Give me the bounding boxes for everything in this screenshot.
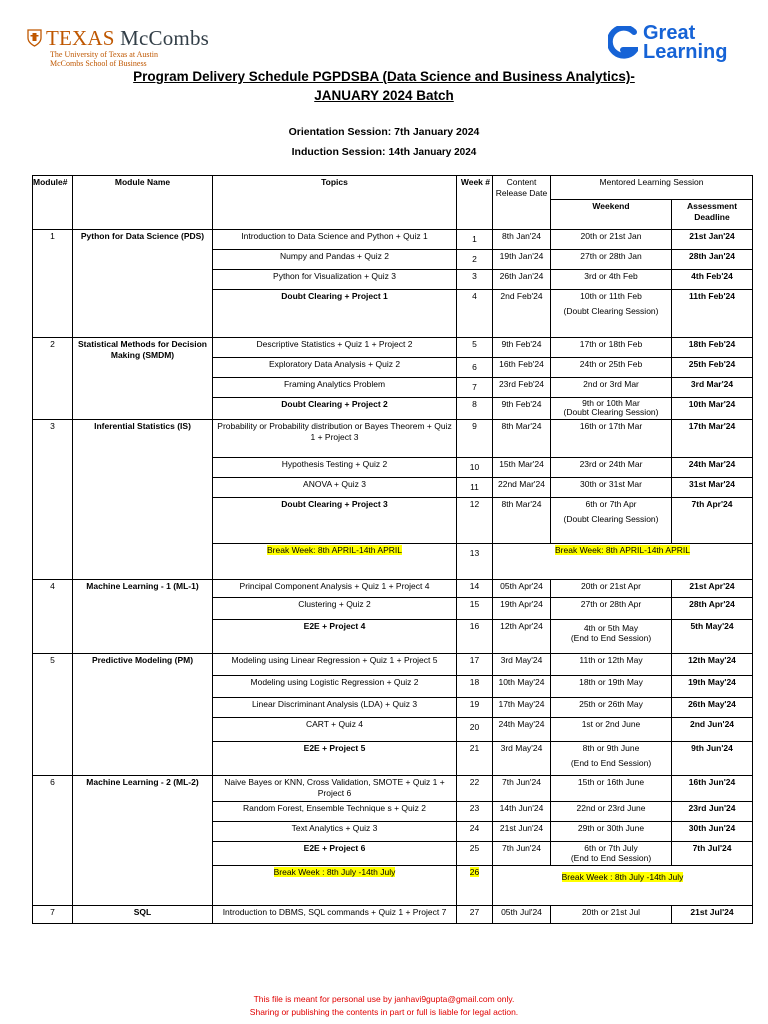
break-week: 26 <box>469 867 480 877</box>
topic: Numpy and Pandas + Quiz 2 <box>213 250 457 270</box>
release-date: 3rd May'24 <box>493 742 551 776</box>
weekend: 23rd or 24th Mar <box>551 458 672 478</box>
weekend: 20th or 21st Apr <box>551 580 672 598</box>
deadline: 24th Mar'24 <box>672 458 753 478</box>
release-date: 8th Jan'24 <box>493 230 551 250</box>
deadline: 10th Mar'24 <box>672 398 753 420</box>
deadline: 21st Jul'24 <box>672 906 753 924</box>
weekend-date: 8th or 9th June <box>582 743 640 753</box>
topic: Introduction to DBMS, SQL commands + Quiz 1 + Project 7 <box>213 906 457 924</box>
table-row <box>33 906 753 924</box>
week: 6 <box>457 358 493 378</box>
release-date: 05th Apr'24 <box>493 580 551 598</box>
module-name: Inferential Statistics (IS) <box>73 420 213 580</box>
topic: CART + Quiz 4 <box>213 718 457 742</box>
col-header-mentored: Mentored Learning Session <box>551 176 753 200</box>
induction-prefix: Induction Session: 14th <box>291 146 413 158</box>
topic: Python for Visualization + Quiz 3 <box>213 270 457 290</box>
release-date: 17th May'24 <box>493 698 551 718</box>
deadline: 25th Feb'24 <box>672 358 753 378</box>
great-learning-g-icon <box>608 26 638 64</box>
week: 12 <box>457 498 493 544</box>
page-title-line1: Program Delivery Schedule PGPDSBA (Data Science and Business Analytics)- <box>133 69 635 84</box>
topic: E2E + Project 5 <box>213 742 457 776</box>
header-row <box>33 176 753 200</box>
module-name: Machine Learning - 1 (ML-1) <box>73 580 213 654</box>
topic: Principal Component Analysis + Quiz 1 + Project 4 <box>213 580 457 598</box>
week: 25 <box>457 842 493 866</box>
ut-sub-line2: McCombs School of Business <box>50 59 147 68</box>
release-date: 12th Apr'24 <box>493 620 551 654</box>
weekend-date: 4th or 5th May <box>583 623 639 633</box>
release-date: 05th Jul'24 <box>493 906 551 924</box>
orientation-session: Orientation Session: 7th January 2024 <box>288 126 480 138</box>
topic: Clustering + Quiz 2 <box>213 598 457 620</box>
week: 4 <box>457 290 493 338</box>
deadline: 21st Jan'24 <box>672 230 753 250</box>
weekend: 22nd or 23rd June <box>551 802 672 822</box>
deadline: 7th Apr'24 <box>672 498 753 544</box>
week: 18 <box>457 676 493 698</box>
deadline: 12th May'24 <box>672 654 753 676</box>
week: 5 <box>457 338 493 358</box>
gl-line2: Learning <box>643 41 728 63</box>
release-date: 8th Mar'24 <box>493 420 551 458</box>
week: 7 <box>457 378 493 398</box>
ut-sub-line1: The University of Texas at Austin <box>50 50 158 59</box>
release-date: 7th Jun'24 <box>493 776 551 802</box>
weekend-date: 10th or 11th Feb <box>580 291 642 301</box>
module-name: Machine Learning - 2 (ML-2) <box>73 776 213 906</box>
deadline: 19th May'24 <box>672 676 753 698</box>
release-date: 26th Jan'24 <box>493 270 551 290</box>
weekend-note: (End to End Session) <box>570 758 652 768</box>
week: 10 <box>457 458 493 478</box>
footer-notice-line2: Sharing or publishing the contents in part or full is liable for legal action. <box>249 1007 519 1017</box>
release-date: 7th Jun'24 <box>493 842 551 866</box>
topic: Exploratory Data Analysis + Quiz 2 <box>213 358 457 378</box>
break-label: Break Week: 8th APRIL-14th APRIL <box>267 545 402 555</box>
release-date: 24th May'24 <box>493 718 551 742</box>
week: 3 <box>457 270 493 290</box>
week <box>457 866 493 906</box>
topic: Doubt Clearing + Project 2 <box>213 398 457 420</box>
module-no: 6 <box>33 776 73 906</box>
week: 21 <box>457 742 493 776</box>
col-header-module-name: Module Name <box>73 176 213 230</box>
weekend: 15th or 16th June <box>551 776 672 802</box>
weekend: 1st or 2nd June <box>551 718 672 742</box>
module-no: 3 <box>33 420 73 580</box>
break-label: Break Week : 8th July -14th July <box>561 872 684 882</box>
topic: Modeling using Linear Regression + Quiz 1 + Project 5 <box>213 654 457 676</box>
weekend <box>551 398 672 420</box>
weekend: 29th or 30th June <box>551 822 672 842</box>
table-row <box>33 338 753 358</box>
module-name: Predictive Modeling (PM) <box>73 654 213 776</box>
release-date: 2nd Feb'24 <box>493 290 551 338</box>
col-header-week: Week # <box>457 176 493 230</box>
great-learning-wordmark <box>643 24 727 62</box>
week: 9 <box>457 420 493 458</box>
great-learning-logo <box>608 24 738 68</box>
deadline: 5th May'24 <box>672 620 753 654</box>
weekend <box>551 290 672 338</box>
topic: Doubt Clearing + Project 1 <box>213 290 457 338</box>
weekend: 11th or 12th May <box>551 654 672 676</box>
ut-seal-icon <box>27 29 42 47</box>
topic: Framing Analytics Problem <box>213 378 457 398</box>
release-date: 19th Apr'24 <box>493 598 551 620</box>
weekend-note: (Doubt Clearing Session) <box>563 407 659 417</box>
weekend: 3rd or 4th Feb <box>551 270 672 290</box>
release-date: 3rd May'24 <box>493 654 551 676</box>
deadline: 28th Jan'24 <box>672 250 753 270</box>
release-date: 22nd Mar'24 <box>493 478 551 498</box>
release-date: 10th May'24 <box>493 676 551 698</box>
weekend-note: (Doubt Clearing Session) <box>563 306 659 316</box>
ut-word-mccombs: McCombs <box>120 26 210 50</box>
week: 19 <box>457 698 493 718</box>
module-no: 1 <box>33 230 73 338</box>
footer-notice-line1: This file is meant for personal use by janhavi9gupta@gmail.com only. <box>253 994 515 1004</box>
ut-wordmark <box>46 27 209 49</box>
break-mentored <box>493 866 753 906</box>
deadline: 9th Jun'24 <box>672 742 753 776</box>
deadline: 18th Feb'24 <box>672 338 753 358</box>
deadline: 17th Mar'24 <box>672 420 753 458</box>
module-no: 5 <box>33 654 73 776</box>
week: 16 <box>457 620 493 654</box>
page-title-line2: JANUARY 2024 Batch <box>314 88 454 103</box>
release-date: 15th Mar'24 <box>493 458 551 478</box>
col-header-weekend: Weekend <box>551 200 672 230</box>
topic: Random Forest, Ensemble Technique s + Quiz 2 <box>213 802 457 822</box>
deadline: 31st Mar'24 <box>672 478 753 498</box>
induction-date: January 2024 <box>412 147 477 158</box>
table-row <box>33 776 753 802</box>
weekend: 18th or 19th May <box>551 676 672 698</box>
deadline: 16th Jun'24 <box>672 776 753 802</box>
week: 1 <box>457 230 493 250</box>
topic: Modeling using Logistic Regression + Quiz 2 <box>213 676 457 698</box>
topic: Text Analytics + Quiz 3 <box>213 822 457 842</box>
module-name: Statistical Methods for Decision Making (SMDM) <box>73 338 213 420</box>
deadline: 2nd Jun'24 <box>672 718 753 742</box>
week: 11 <box>457 478 493 498</box>
week: 2 <box>457 250 493 270</box>
module-name: SQL <box>73 906 213 924</box>
module-no: 7 <box>33 906 73 924</box>
ut-word-texas: TEXAS <box>46 26 115 50</box>
table-row <box>33 420 753 458</box>
weekend-date: 6th or 7th Apr <box>585 499 637 509</box>
break-label: Break Week : 8th July -14th July <box>273 867 396 877</box>
week: 17 <box>457 654 493 676</box>
weekend: 24th or 25th Feb <box>551 358 672 378</box>
weekend: 25th or 26th May <box>551 698 672 718</box>
topic: Linear Discriminant Analysis (LDA) + Quiz 3 <box>213 698 457 718</box>
topic: ANOVA + Quiz 3 <box>213 478 457 498</box>
week: 22 <box>457 776 493 802</box>
week: 27 <box>457 906 493 924</box>
topic: Doubt Clearing + Project 3 <box>213 498 457 544</box>
release-date: 9th Feb'24 <box>493 338 551 358</box>
break-topic <box>213 544 457 580</box>
week: 13 <box>457 544 493 580</box>
topic: Introduction to Data Science and Python + Quiz 1 <box>213 230 457 250</box>
table-row <box>33 580 753 598</box>
weekend: 2nd or 3rd Mar <box>551 378 672 398</box>
col-header-assessment: Assessment Deadline <box>672 200 753 230</box>
release-date: 16th Feb'24 <box>493 358 551 378</box>
week: 24 <box>457 822 493 842</box>
topic: E2E + Project 4 <box>213 620 457 654</box>
weekend-date: 6th or 7th July <box>584 843 638 853</box>
weekend: 20th or 21st Jul <box>551 906 672 924</box>
col-header-module-no: Module# <box>33 176 73 230</box>
deadline: 4th Feb'24 <box>672 270 753 290</box>
weekend <box>551 498 672 544</box>
deadline: 26th May'24 <box>672 698 753 718</box>
release-date: 9th Feb'24 <box>493 398 551 420</box>
weekend: 27th or 28th Apr <box>551 598 672 620</box>
deadline: 30th Jun'24 <box>672 822 753 842</box>
weekend <box>551 842 672 866</box>
deadline: 7th Jul'24 <box>672 842 753 866</box>
deadline: 3rd Mar'24 <box>672 378 753 398</box>
gl-line1: Great <box>643 22 696 44</box>
topic: E2E + Project 6 <box>213 842 457 866</box>
week: 20 <box>457 718 493 742</box>
week: 14 <box>457 580 493 598</box>
release-date: 14th Jun'24 <box>493 802 551 822</box>
weekend-note: (Doubt Clearing Session) <box>563 514 659 524</box>
table-row <box>33 654 753 676</box>
deadline: 11th Feb'24 <box>672 290 753 338</box>
weekend: 20th or 21st Jan <box>551 230 672 250</box>
weekend-note: (End to End Session) <box>570 853 652 863</box>
week: 8 <box>457 398 493 420</box>
week: 15 <box>457 598 493 620</box>
topic: Descriptive Statistics + Quiz 1 + Project 2 <box>213 338 457 358</box>
module-no: 4 <box>33 580 73 654</box>
break-mentored <box>493 544 753 580</box>
weekend <box>551 742 672 776</box>
weekend <box>551 620 672 654</box>
release-date: 19th Jan'24 <box>493 250 551 270</box>
release-date: 21st Jun'24 <box>493 822 551 842</box>
break-label: Break Week: 8th APRIL-14th APRIL <box>555 545 690 555</box>
week: 23 <box>457 802 493 822</box>
break-topic <box>213 866 457 906</box>
deadline: 21st Apr'24 <box>672 580 753 598</box>
topic: Naive Bayes or KNN, Cross Validation, SMOTE + Quiz 1 + Project 6 <box>213 776 457 802</box>
induction-session <box>0 146 768 158</box>
weekend-date: 9th or 10th Mar <box>582 398 640 408</box>
release-date: 8th Mar'24 <box>493 498 551 544</box>
weekend: 16th or 17th Mar <box>551 420 672 458</box>
weekend: 30th or 31st Mar <box>551 478 672 498</box>
ut-mccombs-logo <box>27 27 227 67</box>
weekend: 17th or 18th Feb <box>551 338 672 358</box>
weekend: 27th or 28th Jan <box>551 250 672 270</box>
col-header-content-release: Content Release Date <box>493 176 551 230</box>
weekend-note: (End to End Session) <box>570 633 652 643</box>
topic: Hypothesis Testing + Quiz 2 <box>213 458 457 478</box>
col-header-topics: Topics <box>213 176 457 230</box>
table-row <box>33 230 753 250</box>
deadline: 23rd Jun'24 <box>672 802 753 822</box>
module-no: 2 <box>33 338 73 420</box>
deadline: 28th Apr'24 <box>672 598 753 620</box>
schedule-table <box>32 175 753 924</box>
topic: Probability or Probability distribution or Bayes Theorem + Quiz 1 + Project 3 <box>213 420 457 458</box>
module-name: Python for Data Science (PDS) <box>73 230 213 338</box>
release-date: 23rd Feb'24 <box>493 378 551 398</box>
